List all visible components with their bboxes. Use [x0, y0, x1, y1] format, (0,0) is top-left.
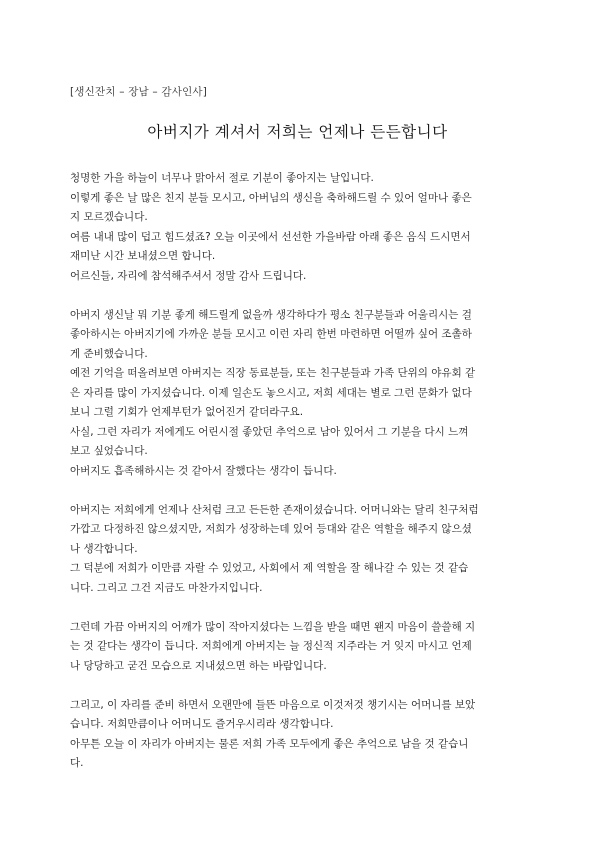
text-line: 니다. 그리고 그건 지금도 마찬가지입니다.	[70, 581, 263, 594]
text-line: 습니다. 저희만큼이나 어머니도 즐거우시리라 생각합니다.	[70, 718, 334, 730]
text-line: 다.	[70, 757, 84, 769]
text-line: 은 자리를 많이 가지셨습니다. 이제 일손도 놓으시고, 저희 세대는 별로 그런 문화가 없다	[70, 386, 472, 399]
paragraph	[70, 306, 526, 482]
text-line: 게 준비했습니다.	[70, 347, 148, 360]
text-line: 아버지 생신날 뭐 기분 좋게 해드릴게 없을까 생각하다가 평소 친구분들과 어울리시는 걸	[70, 308, 472, 321]
paragraph	[70, 169, 526, 286]
text-line: 이렇게 좋은 날 많은 친지 분들 모시고, 아버님의 생신을 축하해드릴 수 있어 얼마나 좋은	[70, 191, 472, 204]
text-line: 보니 그럴 기회가 언제부턴가 없어진거 같더라구요.	[70, 406, 304, 418]
paragraph	[70, 501, 526, 599]
text-line: 청명한 가을 하늘이 너무나 맑아서 절로 기분이 좋아지는 날입니다.	[70, 172, 374, 184]
text-line: 가깝고 다정하진 않으셨지만, 저희가 성장하는데 있어 등대와 같은 역할을 해주지 않으셨	[70, 523, 472, 535]
text-line: 그런데 가끔 아버지의 어깨가 많이 작아지셨다는 느낌을 받을 때면 왠지 마음이 쓸쓸해 지	[70, 620, 476, 633]
text-line: 나 생각합니다.	[70, 542, 138, 555]
text-line: 예전 기억을 떠올려보면 아버지는 직장 동료분들, 또는 친구분들과 가족 단위의 야유회 같	[70, 367, 476, 379]
text-line: 지 모르겠습니다.	[70, 211, 148, 223]
paragraph	[70, 696, 526, 774]
paragraph	[70, 618, 526, 677]
text-line: 재미난 시간 보내셨으면 합니다.	[70, 250, 216, 262]
text-line: 나 당당하고 굳건 모습으로 지내셨으면 하는 바람입니다.	[70, 659, 327, 672]
text-line: 그리고, 이 자리를 준비 하면서 오랜만에 들뜬 마음으로 이것저것 챙기시는 어머니를 보았	[70, 698, 476, 711]
text-line: 어르신들, 자리에 참석해주셔서 정말 감사 드립니다.	[70, 269, 307, 282]
document-title: 아버지가 계셔서 저희는 언제나 든든합니다	[147, 123, 448, 141]
text-line: 좋아하시는 아버지기에 가까운 분들 모시고 이런 자리 한번 마련하면 어떨까 싶어 조촐하	[70, 328, 472, 340]
text-line: 아버지는 저희에게 언제나 산처럼 크고 든든한 존재이셨습니다. 어머니와는 달리 친구처럼	[70, 503, 479, 516]
text-line: 는 것 같다는 생각이 듭니다. 저희에게 아버지는 늘 정신적 지주라는 거 잊지 마시고 언제	[70, 640, 472, 652]
category-tag: [생신잔치 – 장남 – 감사인사]	[70, 86, 208, 98]
text-line: 아무튼 오늘 이 자리가 아버지는 물론 저희 가족 모두에게 좋은 추억으로 남을 것 같습니	[70, 737, 469, 750]
text-line: 여름 내내 많이 덥고 힘드셨죠? 오늘 이곳에서 선선한 가을바람 아래 좋은 음식 드시면서	[70, 230, 471, 243]
text-line: 사실, 그런 자리가 저에게도 어린시절 좋았던 추억으로 남아 있어서 그 기분을 다시 느껴	[70, 425, 469, 438]
text-line: 아버지도 흡족해하시는 것 같아서 잘했다는 생각이 듭니다.	[70, 464, 337, 477]
text-line: 그 덕분에 저희가 이만큼 자랄 수 있었고, 사회에서 제 역할을 잘 해나갈 수 있는 것 같습	[70, 562, 469, 574]
document-body	[70, 169, 526, 793]
text-line: 보고 싶었습니다.	[70, 445, 148, 457]
